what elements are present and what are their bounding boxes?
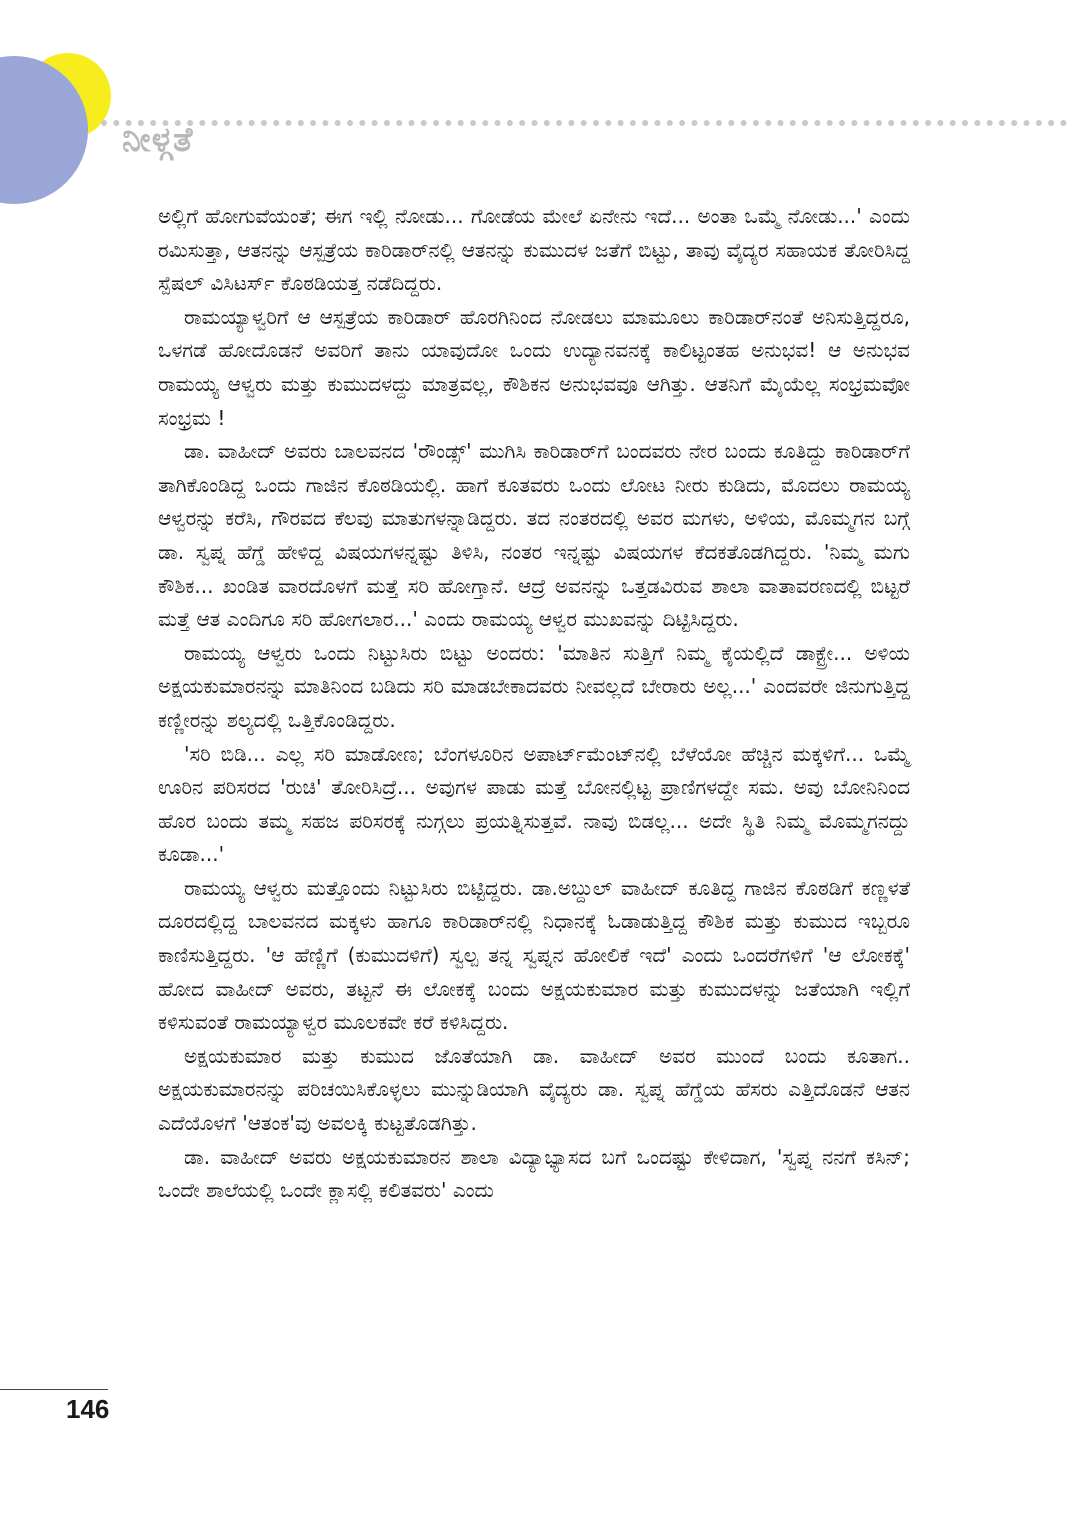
- paragraph-6: ರಾಮಯ್ಯ ಆಳ್ವರು ಮತ್ತೊಂದು ನಿಟ್ಟುಸಿರು ಬಿಟ್ಟಿದ್ದರು. ಡಾ.ಅಬ್ದುಲ್ ವಾಹೀದ್ ಕೂತಿದ್ದ ಗಾಜಿನ ಕೊಠಡಿಗೆ ಕಣ್ಣಳತೆ ದೂರದಲ್ಲಿದ್ದ ಬಾಲವನದ ಮಕ್ಕಳು ಹಾಗೂ ಕಾರಿಡಾರ್‌ನಲ್ಲಿ ನಿಧಾನಕ್ಕೆ ಓಡಾಡುತ್ತಿದ್ದ ಕೌಶಿಕ ಮತ್ತು ಕುಮುದ ಇಬ್ಬರೂ ಕಾಣಿಸುತ್ತಿದ್ದರು. 'ಆ ಹೆಣ್ಣಿಗೆ (ಕುಮುದಳಿಗೆ) ಸ್ವಲ್ಪ ತನ್ನ ಸ್ವಪ್ನನ ಹೋಲಿಕೆ ಇದೆ' ಎಂದು ಒಂದರೆಗಳಿಗೆ 'ಆ ಲೋಕಕ್ಕೆ' ಹೋದ ವಾಹೀದ್ ಅವರು, ತಟ್ಟನೆ ಈ ಲೋಕಕ್ಕೆ ಬಂದು ಅಕ್ಷಯಕುಮಾರ ಮತ್ತು ಕುಮುದಳನ್ನು ಜತೆಯಾಗಿ ಇಲ್ಲಿಗೆ ಕಳಿಸುವಂತೆ ರಾಮಯ್ಯಾಳ್ವರ ಮೂಲಕವೇ ಕರೆ ಕಳಿಸಿದ್ದರು.: [158, 875, 910, 1035]
- story-text: [158, 200, 910, 1208]
- paragraph-2: ರಾಮಯ್ಯಾಳ್ವರಿಗೆ ಆ ಆಸ್ಪತ್ರೆಯ ಕಾರಿಡಾರ್ ಹೊರಗಿನಿಂದ ನೋಡಲು ಮಾಮೂಲು ಕಾರಿಡಾರ್‌ನಂತೆ ಅನಿಸುತ್ತಿದ್ದರೂ, ಒಳಗಡೆ ಹೋದೊಡನೆ ಅವರಿಗೆ ತಾನು ಯಾವುದೋ ಒಂದು ಉದ್ಯಾನವನಕ್ಕೆ ಕಾಲಿಟ್ಟಂತಹ ಅನುಭವ! ಆ ಅನುಭವ ರಾಮಯ್ಯ ಆಳ್ವರು ಮತ್ತು ಕುಮುದಳದ್ದು ಮಾತ್ರವಲ್ಲ, ಕೌಶಿಕನ ಅನುಭವವೂ ಆಗಿತ್ತು. ಆತನಿಗೆ ಮೈಯೆಲ್ಲ ಸಂಭ್ರಮವೋ ಸಂಭ್ರಮ !: [158, 304, 910, 430]
- paragraph-1: ಅಲ್ಲಿಗೆ ಹೋಗುವೆಯಂತೆ; ಈಗ ಇಲ್ಲಿ ನೋಡು... ಗೋಡೆಯ ಮೇಲೆ ಏನೇನು ಇದೆ... ಅಂತಾ ಒಮ್ಮೆ ನೋಡು...' ಎಂದು ರಮಿಸುತ್ತಾ, ಆತನನ್ನು ಆಸ್ಪತ್ರೆಯ ಕಾರಿಡಾರ್‌ನಲ್ಲಿ ಆತನನ್ನು ಕುಮುದಳ ಜತೆಗೆ ಬಿಟ್ಟು, ತಾವು ವೈದ್ಯರ ಸಹಾಯಕ ತೋರಿಸಿದ್ದ ಸ್ಪೆಷಲ್ ವಿಸಿಟರ್ಸ್ ಕೊಠಡಿಯತ್ತ ನಡೆದಿದ್ದರು.: [158, 204, 910, 296]
- header-decoration: [0, 0, 1072, 220]
- paragraph-7: ಅಕ್ಷಯಕುಮಾರ ಮತ್ತು ಕುಮುದ ಜೊತೆಯಾಗಿ ಡಾ. ವಾಹೀದ್ ಅವರ ಮುಂದೆ ಬಂದು ಕೂತಾಗ.. ಅಕ್ಷಯಕುಮಾರನನ್ನು ಪರಿಚಯಿಸಿಕೊಳ್ಳಲು ಮುನ್ನುಡಿಯಾಗಿ ವೈದ್ಯರು ಡಾ. ಸ್ವಪ್ನ ಹೆಗ್ಡೆಯ ಹೆಸರು ಎತ್ತಿದೊಡನೆ ಆತನ ಎದೆಯೊಳಗೆ 'ಆತಂಕ'ವು ಅವಲಕ್ಕಿ ಕುಟ್ಟತೊಡಗಿತ್ತು.: [158, 1043, 910, 1136]
- paragraph-5: 'ಸರಿ ಬಿಡಿ... ಎಲ್ಲ ಸರಿ ಮಾಡೋಣ; ಬೆಂಗಳೂರಿನ ಅಪಾರ್ಟ್‌ಮೆಂಟ್‌ನಲ್ಲಿ ಬೆಳೆಯೋ ಹೆಚ್ಚಿನ ಮಕ್ಕಳಿಗೆ... ಒಮ್ಮೆ ಊರಿನ ಪರಿಸರದ 'ರುಚಿ' ತೋರಿಸಿದ್ರೆ... ಅವುಗಳ ಪಾಡು ಮತ್ತೆ ಬೋನಲ್ಲಿಟ್ಟ ಪ್ರಾಣಿಗಳದ್ದೇ ಸಮ. ಅವು ಬೋನಿನಿಂದ ಹೊರ ಬಂದು ತಮ್ಮ ಸಹಜ ಪರಿಸರಕ್ಕೆ ನುಗ್ಗಲು ಪ್ರಯತ್ನಿಸುತ್ತವೆ. ನಾವು ಬಿಡಲ್ಲ... ಅದೇ ಸ್ಥಿತಿ ನಿಮ್ಮ ಮೊಮ್ಮಗನದ್ದು ಕೂಡಾ...': [158, 741, 910, 867]
- paragraph-4: ರಾಮಯ್ಯ ಆಳ್ವರು ಒಂದು ನಿಟ್ಟುಸಿರು ಬಿಟ್ಟು ಅಂದರು: 'ಮಾತಿನ ಸುತ್ತಿಗೆ ನಿಮ್ಮ ಕೈಯಲ್ಲಿದೆ ಡಾಕ್ಟ್ರೇ... ಅಳಿಯ ಅಕ್ಷಯಕುಮಾರನನ್ನು ಮಾತಿನಿಂದ ಬಡಿದು ಸರಿ ಮಾಡಬೇಕಾದವರು ನೀವಲ್ಲದೆ ಬೇರಾರು ಅಲ್ಲ...' ಎಂದವರೇ ಜಿನುಗುತ್ತಿದ್ದ ಕಣ್ಣೀರನ್ನು ಶಲ್ಯದಲ್ಲಿ ಒತ್ತಿಕೊಂಡಿದ್ದರು.: [158, 640, 910, 732]
- section-title: ನೀಳ್ಗತೆ: [122, 120, 194, 160]
- dotted-rule: [101, 120, 1066, 126]
- paragraph-8: ಡಾ. ವಾಹೀದ್ ಅವರು ಅಕ್ಷಯಕುಮಾರನ ಶಾಲಾ ವಿದ್ಯಾಭ್ಯಾಸದ ಬಗೆ ಒಂದಷ್ಟು ಕೇಳಿದಾಗ, 'ಸ್ವಪ್ನ ನನಗೆ ಕಸಿನ್; ಒಂದೇ ಶಾಲೆಯಲ್ಲಿ ಒಂದೇ ಕ್ಲಾಸಲ್ಲಿ ಕಲಿತವರು' ಎಂದು: [158, 1144, 910, 1203]
- page-number: 146: [66, 1394, 110, 1424]
- paragraph-3: ಡಾ. ವಾಹೀದ್ ಅವರು ಬಾಲವನದ 'ರೌಂಡ್ಸ್' ಮುಗಿಸಿ ಕಾರಿಡಾರ್‌ಗೆ ಬಂದವರು ನೇರ ಬಂದು ಕೂತಿದ್ದು ಕಾರಿಡಾರ್‌ಗೆ ತಾಗಿಕೊಂಡಿದ್ದ ಒಂದು ಗಾಜಿನ ಕೊಠಡಿಯಲ್ಲಿ. ಹಾಗೆ ಕೂತವರು ಒಂದು ಲೋಟ ನೀರು ಕುಡಿದು, ಮೊದಲು ರಾಮಯ್ಯ ಆಳ್ವರನ್ನು ಕರೆಸಿ, ಗೌರವದ ಕೆಲವು ಮಾತುಗಳನ್ನಾಡಿದ್ದರು. ತದ ನಂತರದಲ್ಲಿ ಅವರ ಮಗಳು, ಅಳಿಯ, ಮೊಮ್ಮಗನ ಬಗ್ಗೆ ಡಾ. ಸ್ವಪ್ನ ಹೆಗ್ಡೆ ಹೇಳಿದ್ದ ವಿಷಯಗಳನ್ನಷ್ಟು ತಿಳಿಸಿ, ನಂತರ ಇನ್ನಷ್ಟು ವಿಷಯಗಳ ಕೆದಕತೊಡಗಿದ್ದರು. 'ನಿಮ್ಮ ಮಗು ಕೌಶಿಕ... ಖಂಡಿತ ವಾರದೊಳಗೆ ಮತ್ತೆ ಸರಿ ಹೋಗ್ತಾನೆ. ಆದ್ರೆ ಅವನನ್ನು ಒತ್ತಡವಿರುವ ಶಾಲಾ ವಾತಾವರಣದಲ್ಲಿ ಬಿಟ್ಟರೆ ಮತ್ತೆ ಆತ ಎಂದಿಗೂ ಸರಿ ಹೋಗಲಾರ...' ಎಂದು ರಾಮಯ್ಯ ಆಳ್ವರ ಮುಖವನ್ನು ದಿಟ್ಟಿಸಿದ್ದರು.: [158, 439, 910, 632]
- footer-rule: [0, 1389, 108, 1390]
